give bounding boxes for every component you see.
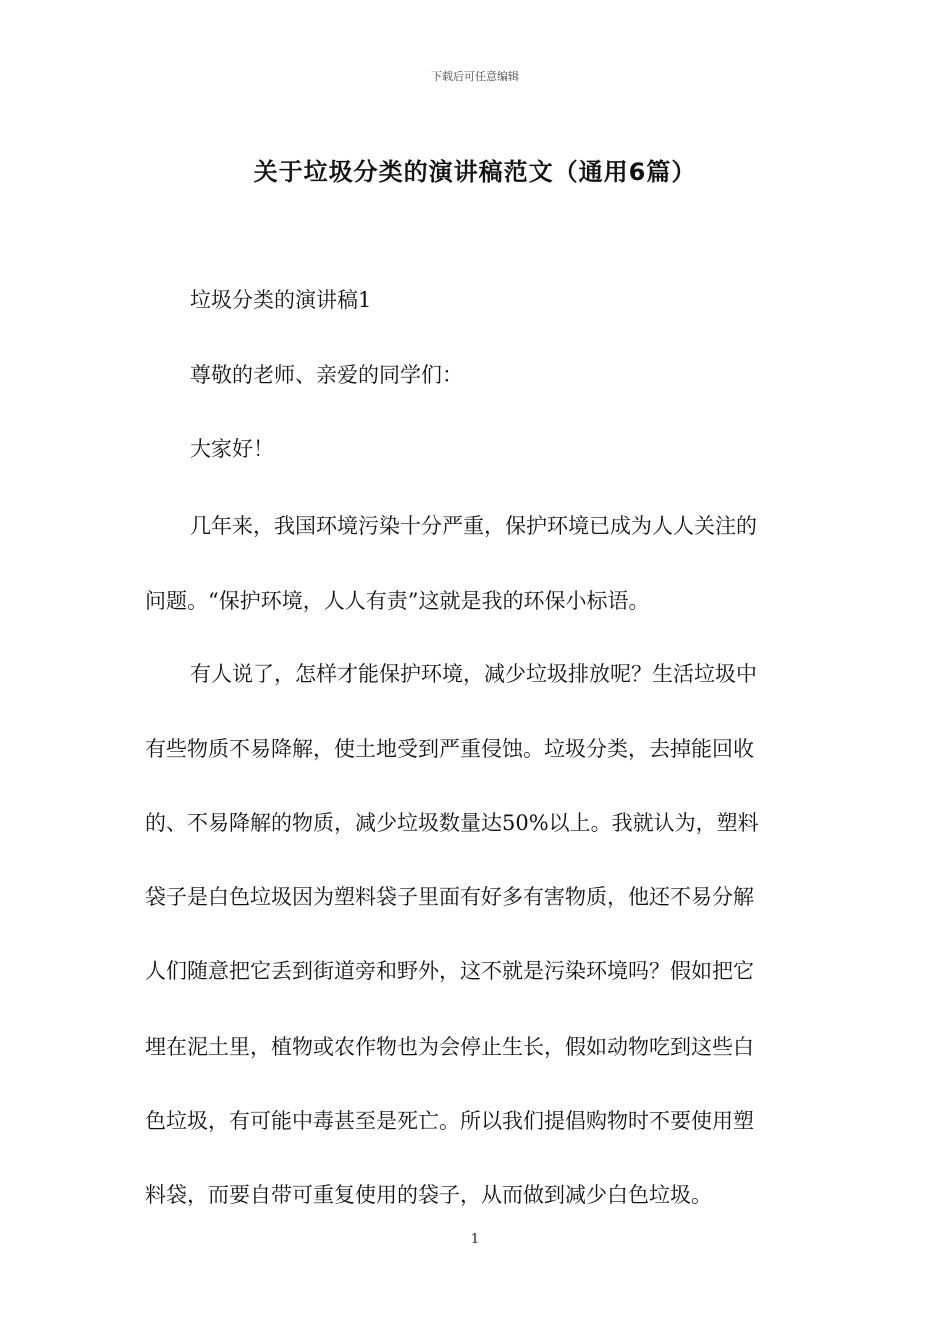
paragraph-line: 袋子是白色垃圾因为塑料袋子里面有好多有害物质，他还不易分解 xyxy=(145,885,754,909)
paragraph-line: 有些物质不易降解，使土地受到严重侵蚀。垃圾分类，去掉能回收 xyxy=(145,737,754,761)
page-number: 1 xyxy=(470,1232,480,1247)
paragraph-line: 几年来，我国环境污染十分严重，保护环境已成为人人关注的 xyxy=(190,514,757,538)
greeting: 大家好！ xyxy=(190,437,274,461)
header-note: 下载后可任意编辑 xyxy=(431,70,519,83)
paragraph-line: 问题。“保护环境，人人有责”这就是我的环保小标语。 xyxy=(145,589,650,613)
salutation: 尊敬的老师、亲爱的同学们： xyxy=(190,363,463,387)
paragraph-line: 埋在泥土里，植物或农作物也为会停止生长，假如动物吃到这些白 xyxy=(145,1035,754,1059)
paragraph-line: 人们随意把它丢到街道旁和野外，这不就是污染环境吗？假如把它 xyxy=(145,959,754,983)
paragraph-line: 色垃圾，有可能中毒甚至是死亡。所以我们提倡购物时不要使用塑 xyxy=(145,1109,754,1133)
paragraph-line: 料袋，而要自带可重复使用的袋子，从而做到减少白色垃圾。 xyxy=(145,1183,712,1207)
document-title: 关于垃圾分类的演讲稿范文（通用6篇） xyxy=(253,158,697,186)
paragraph-line: 有人说了，怎样才能保护环境，减少垃圾排放呢？生活垃圾中 xyxy=(190,662,757,686)
paragraph-line: 的、不易降解的物质，减少垃圾数量达50%以上。我就认为，塑料 xyxy=(145,811,759,835)
section-heading: 垃圾分类的演讲稿1 xyxy=(190,288,372,312)
